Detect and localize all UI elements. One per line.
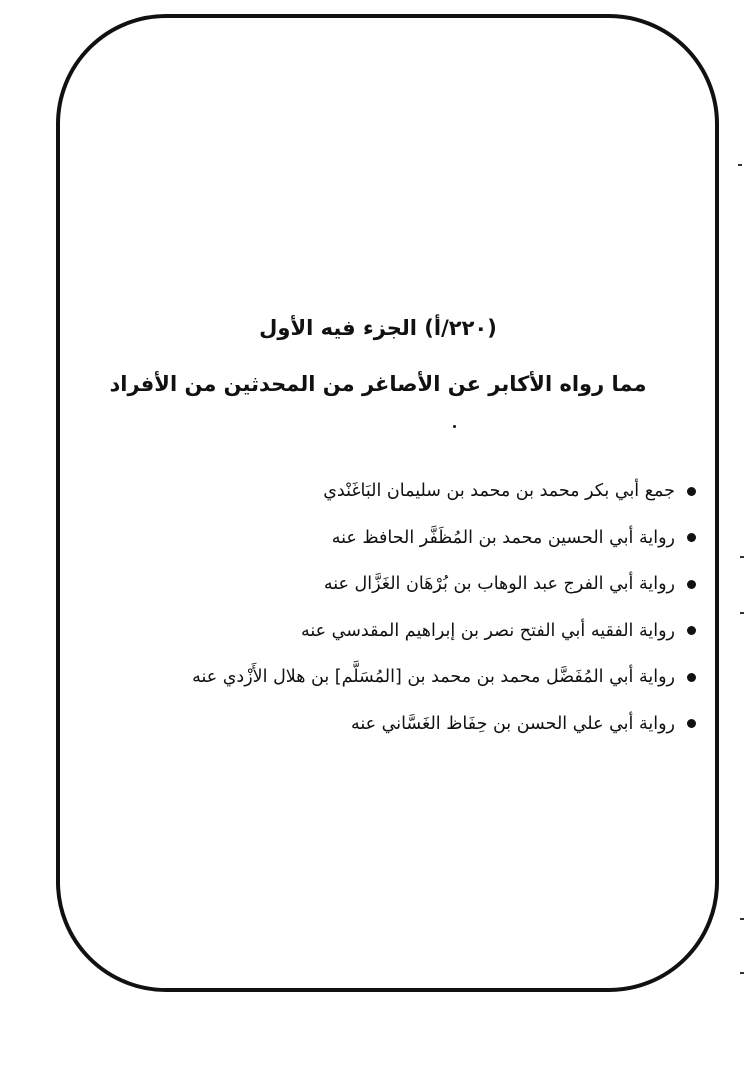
- title-text: الجزء فيه الأول: [259, 316, 417, 340]
- list-item: [96, 654, 696, 701]
- separator-dot: [453, 425, 456, 428]
- bullet-icon: [687, 673, 696, 682]
- list-item: [96, 515, 696, 562]
- list-item-text: رواية أبي علي الحسن بن حِفَاظ الغَسَّاني عنه: [350, 713, 675, 734]
- scan-mark: [740, 612, 744, 614]
- bullet-icon: [687, 487, 696, 496]
- list-item: [96, 468, 696, 515]
- list-item-text: جمع أبي بكر محمد بن محمد بن سليمان البَاغَنْدي: [323, 481, 675, 502]
- bullet-icon: [687, 533, 696, 542]
- bullet-icon: [687, 719, 696, 728]
- folio-label: (٢٢٠/أ): [424, 316, 497, 340]
- list-item: [96, 561, 696, 608]
- transmission-chain-list: [96, 468, 696, 747]
- scan-mark: [740, 918, 744, 920]
- bullet-icon: [687, 626, 696, 635]
- list-item-text: رواية أبي الفرج عبد الوهاب بن بُرْهَان الغَزَّال عنه: [323, 574, 675, 595]
- list-item-text: رواية الفقيه أبي الفتح نصر بن إبراهيم المقدسي عنه: [300, 620, 675, 641]
- scan-mark: [740, 556, 744, 558]
- page-subtitle: مما رواه الأكابر عن الأصاغر من المحدثين من الأفراد: [109, 372, 647, 396]
- bullet-icon: [687, 580, 696, 589]
- list-item: [96, 701, 696, 748]
- scan-mark: [740, 972, 744, 974]
- page-title: [80, 312, 676, 344]
- scan-mark: [738, 164, 742, 166]
- list-item-text: رواية أبي المُفَضَّل محمد بن محمد بن [المُسَلَّم] بن هلال الأَزْدي عنه: [192, 667, 675, 688]
- list-item: [96, 608, 696, 655]
- list-item-text: رواية أبي الحسين محمد بن المُظَفَّر الحافظ عنه: [331, 527, 675, 548]
